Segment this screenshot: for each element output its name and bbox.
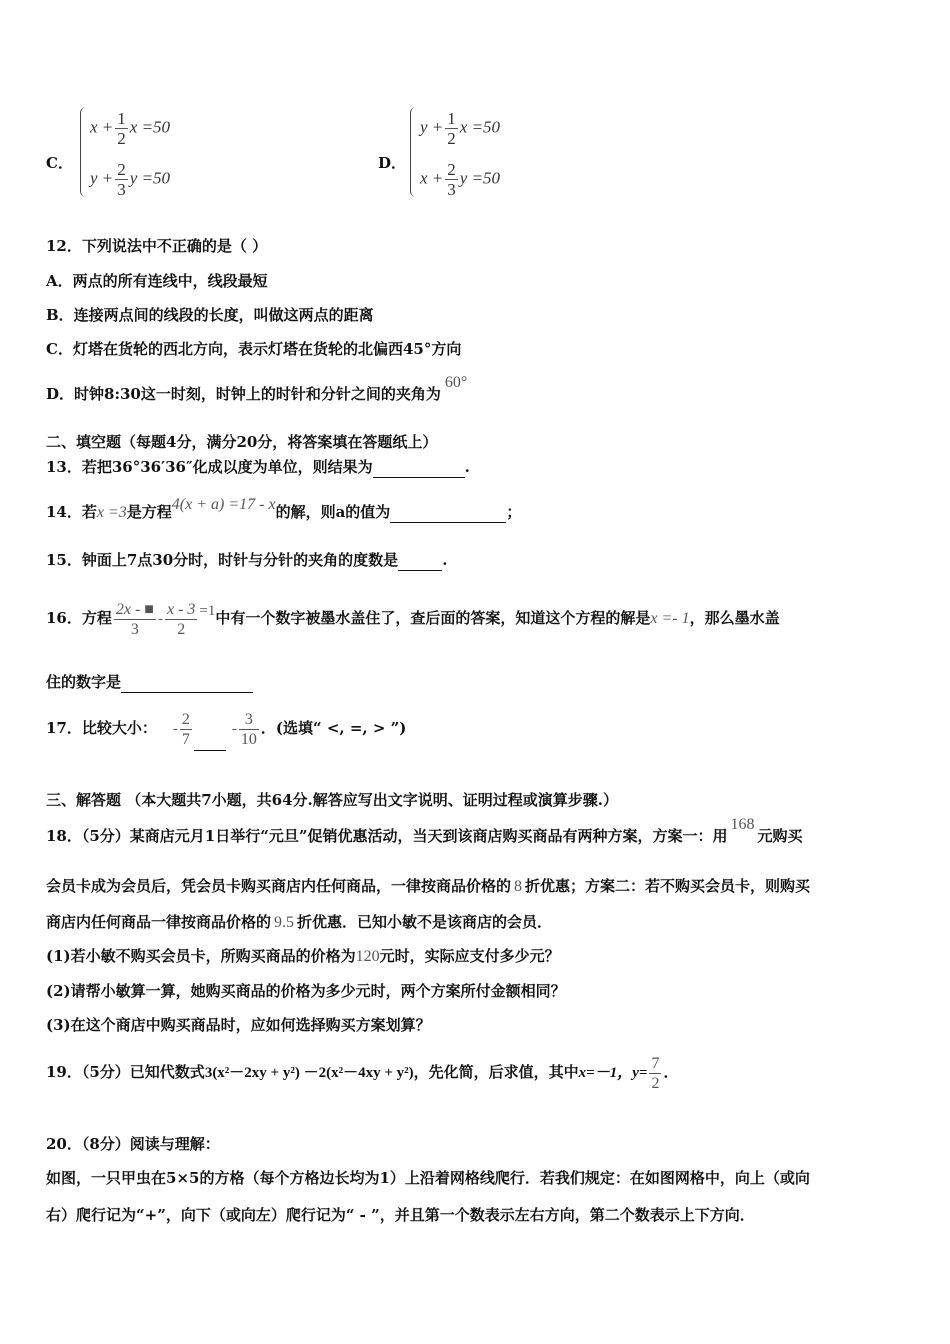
question-13-text: 13．若把36°36′36″化成以度为单位，则结果为 [46,458,373,476]
question-18-line-2 [46,876,810,897]
question-16-line2-text: 住的数字是 [46,673,122,691]
question-19-text: 19．（5分）已知代数式 [46,1063,205,1081]
price-value: 168 [730,816,755,833]
question-12-option-b: B．连接两点间的线段的长度，叫做这两点的距离 [46,306,374,324]
question-19-text: ，先化简，后求值，其中 [413,1063,579,1081]
question-17-post: ．(选填“ <, =, > ”) [260,719,407,737]
question-17: 17．比较大小： - $\frac{2}{7}$ - $\frac{3}{10}$ ．(选填“ <, =, > ”) [46,706,406,751]
answer-blank [373,457,465,478]
question-18-line-1 [46,816,803,847]
question-13-end: . [464,458,470,476]
question-18-line-3 [46,912,552,933]
discount-value: 9.5 [274,914,295,931]
section-2-title: 二、填空题（每题4分，满分20分，将答案填在答题纸上） [46,433,438,451]
equation-row: y + $\frac{2}{3}$ y =50 [90,160,171,199]
question-14-end: ； [506,503,522,521]
equation-row: x + $\frac{1}{2}$ x =50 [90,109,171,148]
question-16-line-2 [46,672,253,693]
question-18-text: 会员卡成为会员后，凭会员卡购买商店内任何商品，一律按商品价格的 [46,877,512,895]
question-15-end: . [442,551,448,569]
discount-value: 8 [514,878,523,895]
question-16-mid: 中有一个数字被墨水盖住了，查后面的答案，知道这个方程的解是 [215,609,651,627]
equation-row: y + $\frac{1}{2}$ x =50 [420,109,501,148]
question-18-part-3: (3)在这个商店中购买商品时，应如何选择购买方案划算？ [46,1016,431,1034]
equation-row: x + $\frac{2}{3}$ y =50 [420,160,501,199]
fraction: $\frac{3}{10}$ [240,710,257,748]
question-16-line-1: 16．方程 $\frac{2x - ■}{3}$ - $\frac{x - 3}{2}$ =1中有一个数字被墨水盖住了，查后面的答案，知道这个方程的解是x =- 1，那么墨水盖 [46,600,780,638]
question-14-pre: 14．若 [46,503,97,521]
question-20-line-2: 右）爬行记为“+”，向下（或向左）爬行记为“ - ”，并且第一个数表示左右方向，第二个数表示上下方向． [46,1206,755,1224]
question-12-option-a: A．两点的所有连线中，线段最短 [46,272,268,290]
question-14 [46,496,522,523]
question-16-post: ，那么墨水盖 [689,609,780,627]
question-20-title: 20．（8分）阅读与理解： [46,1135,220,1153]
option-d-text: D．时钟8:30这一时刻，时钟上的时针和分针之间的夹角为 [46,385,441,403]
section-3-title: 三、解答题 （本大题共7小题，共64分.解答应写出文字说明、证明过程或演算步骤.） [46,791,618,809]
option-d-label: D． [378,154,407,172]
question-18-text: 元时，实际应支付多少元？ [379,947,560,965]
math-x-equals: x =3 [96,504,127,521]
left-brace [80,107,87,197]
math-equation: 4(x + a) =17 - x [171,496,276,513]
y-label: y= [632,1065,648,1081]
fraction: $\frac{x - 3}{2}$ [166,600,196,638]
question-19-end: ． [663,1063,679,1081]
question-17-pre: 17．比较大小： [46,719,157,737]
answer-blank [398,550,442,571]
angle-value: 60° [444,374,468,391]
question-18-text: 折优惠．已知小敏不是该商店的会员． [297,913,553,931]
solution-value: x =- 1 [650,610,690,627]
left-brace [410,107,417,197]
question-14-mid: 是方程 [126,503,172,521]
x-value: x=－1， [578,1065,633,1081]
equals-one: =1 [199,603,216,619]
question-15-text: 15．钟面上7点30分时，时针与分针的夹角的度数是 [46,551,399,569]
question-13 [46,457,470,478]
question-14-post: 的解，则a的值为 [275,503,391,521]
answer-blank [390,502,506,523]
question-12-option-c: C．灯塔在货轮的西北方向，表示灯塔在货轮的北偏西45°方向 [46,340,462,358]
question-12-option-d [46,374,468,405]
question-18-text: 18．（5分）某商店元月1日举行“元旦”促销优惠活动，当天到该商店购买商品有两种方案，方案一：用 [46,827,728,845]
algebraic-expression: 3(x²－2xy + y²) －2(x²－4xy + y²) [204,1065,414,1081]
question-15 [46,550,447,571]
question-19 [46,1050,678,1095]
answer-blank [194,706,226,751]
question-18-part-1 [46,946,560,967]
question-20-line-1: 如图，一只甲虫在5×5的方格（每个方格边长均为1）上沿着网格线爬行．若我们规定：在如图网格中，向上（或向 [46,1169,810,1187]
price-value: 120 [355,948,380,965]
answer-blank [121,672,253,693]
question-18-text: 折优惠；方案二：若不购买会员卡，则购买 [525,877,811,895]
question-16-pre: 16．方程 [46,609,112,627]
question-18-text: 元购买 [757,827,803,845]
fraction: $\frac{2x - ■}{3}$ [115,600,154,638]
question-18-part-2: (2)请帮小敏算一算，她购买商品的价格为多少元时，两个方案所付金额相同？ [46,982,566,1000]
fraction: $\frac{7}{2}$ [651,1054,660,1092]
question-12-stem: 12．下列说法中不正确的是（ ） [46,237,268,255]
question-18-text: 商店内任何商品一律按商品价格的 [46,913,272,931]
option-c-label: C． [46,154,73,172]
question-18-text: (1)若小敏不购买会员卡，所购买商品的价格为 [46,947,356,965]
fraction: $\frac{2}{7}$ [181,710,190,748]
option-d-system [410,107,550,202]
option-c-system [80,107,220,202]
